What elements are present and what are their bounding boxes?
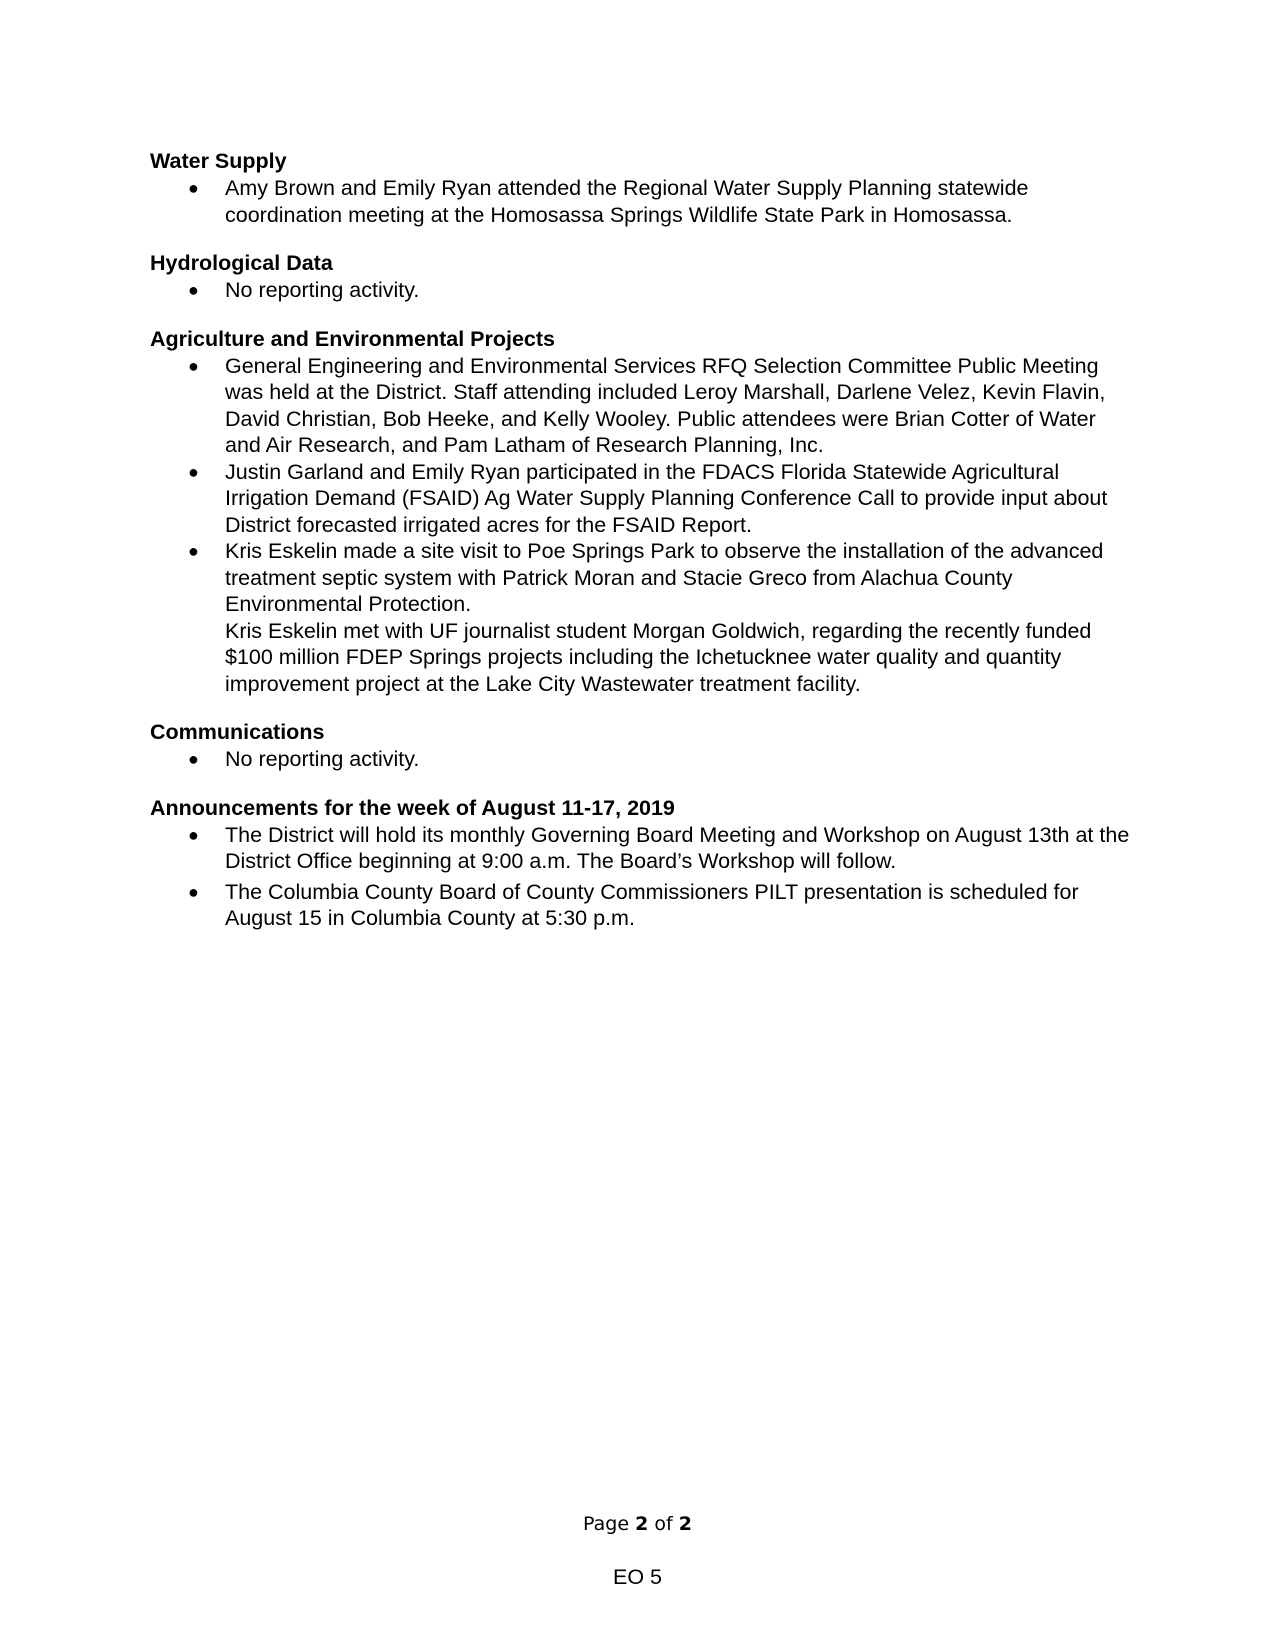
list-item bbox=[150, 459, 1130, 539]
section-water-supply bbox=[150, 148, 1130, 228]
bullet-icon: ● bbox=[188, 541, 199, 561]
list-item bbox=[150, 538, 1130, 697]
list-item bbox=[150, 879, 1130, 932]
list-item bbox=[150, 746, 1130, 773]
bullet-icon: ● bbox=[188, 461, 199, 482]
list-item bbox=[150, 353, 1130, 459]
bullet-icon: ● bbox=[188, 749, 199, 769]
bullet-icon: ● bbox=[188, 280, 199, 300]
section-heading: Hydrological Data bbox=[150, 251, 333, 275]
list-item bbox=[150, 822, 1130, 875]
bullet-icon: ● bbox=[188, 355, 199, 376]
item-text: Amy Brown and Emily Ryan attended the Regional Water Supply Planning statewide coordination meeting at the Homosassa Springs Wildlife State Park in Homosassa. bbox=[225, 176, 1029, 227]
page-number bbox=[0, 1513, 1275, 1535]
list-item bbox=[150, 175, 1130, 228]
page-current: 2 bbox=[635, 1513, 649, 1535]
page-prefix: Page bbox=[583, 1513, 636, 1535]
item-text: No reporting activity. bbox=[225, 747, 420, 771]
bullet-icon: ● bbox=[188, 178, 199, 198]
section-announcements bbox=[150, 795, 1130, 932]
item-text: Justin Garland and Emily Ryan participated in the FDACS Florida Statewide Agricultural Irrigation Demand (FSAID) Ag Water Supply Planning Conference Call to provide input about District forecasted irrigated acres for the FSAID Report. bbox=[225, 459, 1108, 537]
document-code: EO 5 bbox=[613, 1565, 662, 1589]
section-communications bbox=[150, 719, 1130, 773]
bullet-list bbox=[150, 746, 1130, 773]
section-heading: Agriculture and Environmental Projects bbox=[150, 326, 556, 351]
section-heading: Communications bbox=[150, 720, 325, 744]
list-item bbox=[150, 277, 1130, 304]
section-heading: Announcements for the week of August 11-17, 2019 bbox=[150, 795, 675, 820]
section-heading: Water Supply bbox=[150, 149, 287, 173]
item-text: The District will hold its monthly Governing Board Meeting and Workshop on August 13th at the District Office beginning at 9:00 a.m. The Board’s Workshop will follow. bbox=[225, 822, 1130, 873]
page-of: of bbox=[648, 1513, 679, 1535]
item-text: The Columbia County Board of County Commissioners PILT presentation is scheduled for August 15 in Columbia County at 5:30 p.m. bbox=[225, 879, 1079, 930]
bullet-list bbox=[150, 277, 1130, 304]
bullet-list bbox=[150, 175, 1130, 228]
bullet-list bbox=[150, 822, 1130, 932]
item-text-continued: Kris Eskelin met with UF journalist student Morgan Goldwich, regarding the recently funded $100 million FDEP Springs projects including the Ichetucknee water quality and quantity improvement project at the Lake City Wastewater treatment facility. bbox=[225, 618, 1092, 696]
document-body bbox=[150, 148, 1130, 954]
item-text: General Engineering and Environmental Services RFQ Selection Committee Public Meeting was held at the District. Staff attending included Leroy Marshall, Darlene Velez, Kevin Flavin, David Christian, Bob Heeke, and Kelly Wooley. Public attendees were Brian Cotter of Water and Air Research, and Pam Latham of Research Planning, Inc. bbox=[225, 353, 1106, 457]
bullet-list bbox=[150, 353, 1130, 698]
page-total: 2 bbox=[678, 1513, 692, 1535]
section-agriculture-environmental bbox=[150, 326, 1130, 698]
item-text: No reporting activity. bbox=[225, 278, 420, 302]
item-text: Kris Eskelin made a site visit to Poe Springs Park to observe the installation of the advanced treatment septic system with Patrick Moran and Stacie Greco from Alachua County Environmental Protection. bbox=[225, 539, 1104, 616]
bullet-icon: ● bbox=[188, 881, 199, 902]
section-hydrological-data bbox=[150, 250, 1130, 304]
bullet-icon: ● bbox=[188, 824, 199, 845]
